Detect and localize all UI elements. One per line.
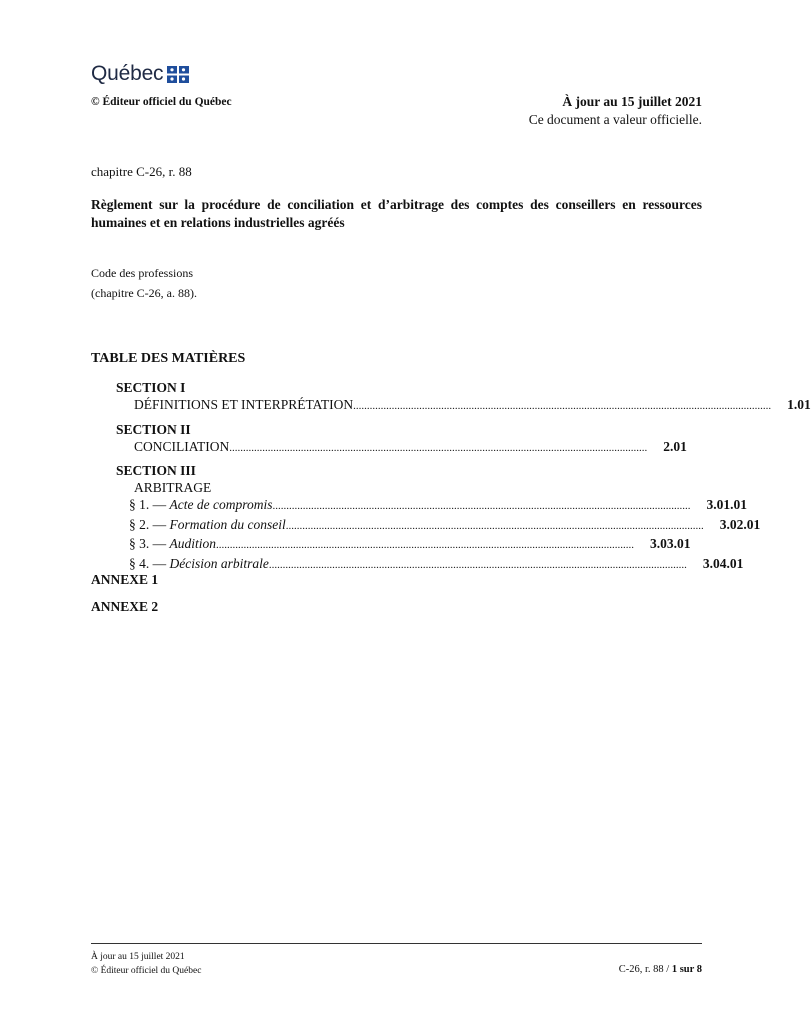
toc-leader-dots: ........................................................................................................................................................ [285, 519, 704, 532]
toc-subentry-label [129, 555, 269, 574]
toc-section-label: ARBITRAGE [134, 480, 212, 495]
logo-wordmark: Québec [91, 62, 164, 85]
update-date: À jour au 15 juillet 2021 [562, 94, 702, 109]
toc-section-2 [91, 421, 687, 458]
quebec-logo [91, 62, 189, 86]
chapter-reference: chapitre C-26, r. 88 [91, 164, 192, 179]
footer-date: À jour au 15 juillet 2021 [91, 952, 185, 962]
toc-leader-dots: ........................................................................................................................................................ [216, 539, 634, 551]
publisher-label: © Éditeur officiel du Québec [91, 96, 232, 108]
toc-entry-label: CONCILIATION [134, 438, 230, 454]
footer-publisher: © Éditeur officiel du Québec [91, 966, 202, 976]
subentry-title: Acte de compromis [169, 497, 273, 512]
toc-entry-number: 1.01 [787, 397, 811, 412]
toc-heading: TABLE DES MATIÈRES [91, 351, 246, 366]
toc-entry-number: 3.01.01 [706, 497, 747, 512]
subentry-prefix: § 3. — [129, 536, 167, 551]
authority-line-2: (chapitre C-26, a. 88). [91, 286, 197, 300]
toc-entry-number: 3.03.01 [650, 536, 691, 551]
toc-subentry[interactable] [91, 496, 747, 516]
toc-entry-number: 3.04.01 [702, 555, 744, 571]
validity-note: Ce document a valeur officielle. [528, 112, 702, 127]
toc-section-head: SECTION III [116, 463, 196, 478]
document-title: Règlement sur la procédure de conciliation et d’arbitrage des comptes des conseillers en ressources humaines et en relations industrielles agréés [91, 197, 702, 230]
subentry-title: Audition [169, 536, 216, 551]
toc-section-head: SECTION II [116, 421, 191, 437]
toc-section-head: SECTION I [116, 380, 186, 395]
subentry-prefix: § 4. — [129, 555, 167, 571]
toc-subentry-label [129, 496, 272, 515]
toc-leader-dots: ........................................................................................................................................................ [272, 500, 691, 512]
subentry-title: Décision arbitrale [169, 555, 269, 571]
toc-annexe-1[interactable]: ANNEXE 1 [91, 572, 159, 587]
toc-leader-dots: ........................................................................................................................................................ [268, 558, 687, 571]
subentry-prefix: § 2. — [129, 516, 167, 532]
enabling-authority [91, 263, 197, 303]
header-right [529, 94, 702, 128]
table-of-contents [91, 380, 811, 580]
subentry-prefix: § 1. — [129, 497, 167, 512]
footer-left [91, 950, 201, 978]
footer-divider [91, 943, 702, 944]
toc-entry[interactable] [91, 396, 811, 416]
toc-annexe-2[interactable]: ANNEXE 2 [91, 599, 159, 614]
toc-section-1 [91, 380, 811, 416]
quebec-flag-icon [167, 66, 189, 83]
toc-subentry-label [129, 535, 216, 554]
toc-subentry[interactable] [91, 555, 744, 575]
toc-subentry-label [129, 516, 286, 535]
subentry-title: Formation du conseil [169, 516, 286, 532]
toc-entry-label: DÉFINITIONS ET INTERPRÉTATION [134, 397, 354, 412]
toc-entry[interactable] [91, 438, 687, 458]
toc-leader-dots: ........................................................................................................................................................ [229, 441, 648, 454]
toc-leader-dots: ........................................................................................................................................................ [353, 400, 772, 412]
toc-entry-number: 3.02.01 [719, 516, 761, 532]
toc-section-3 [91, 463, 761, 574]
footer-reference: C-26, r. 88 / [618, 964, 670, 975]
toc-subentry[interactable] [91, 516, 761, 536]
footer-page: 1 sur 8 [671, 964, 702, 975]
page-number [619, 964, 702, 975]
toc-entry-number: 2.01 [663, 438, 687, 454]
authority-line-1: Code des professions [91, 266, 193, 280]
toc-subentry[interactable] [91, 535, 691, 555]
